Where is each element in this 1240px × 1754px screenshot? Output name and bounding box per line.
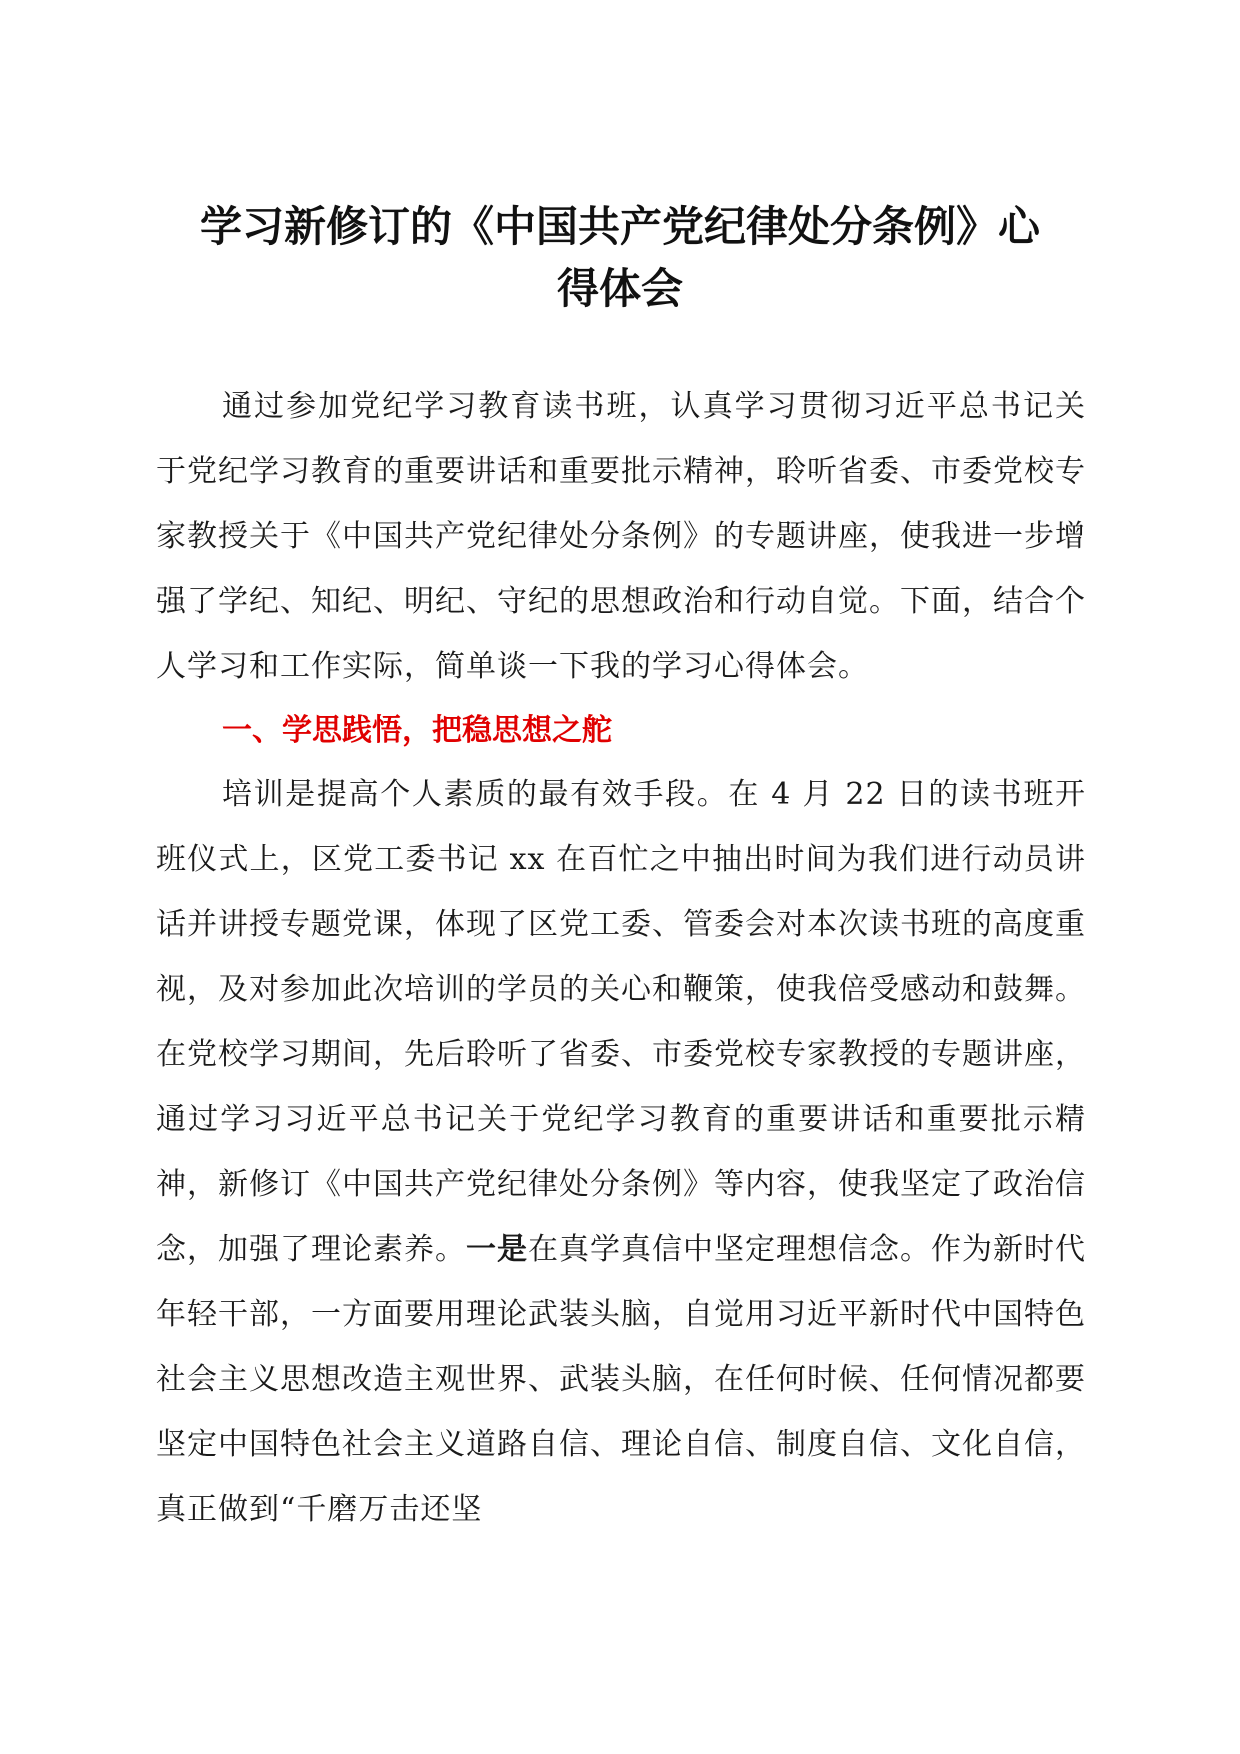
document-title (150, 196, 1090, 320)
title-line-2: 得体会 (556, 264, 683, 313)
intro-paragraph: 通过参加党纪学习教育读书班，认真学习贯彻习近平总书记关于党纪学习教育的重要讲话和重要批示精神，聆听省委、市委党校专家教授关于《中国共产党纪律处分条例》的专题讲座，使我进一步增强了学纪、知纪、明纪、守纪的思想政治和行动自觉。下面，结合个人学习和工作实际，简单谈一下我的学习心得体会。 (156, 389, 1086, 684)
title-line-1: 学习新修订的《中国共产党纪律处分条例》心 (199, 202, 1040, 251)
bold-lead-text: 一是 (466, 1232, 528, 1267)
paragraph-text-continued: 在真学真信中坚定理想信念。作为新时代年轻干部，一方面要用理论武装头脑，自觉用习近平新时代中国特色社会主义思想改造主观世界、武装头脑，在任何时候、任何情况都要坚定中国特色社会主义道路自信、理论自信、制度自信、文化自信，真正做到“千磨万击还坚 (156, 1232, 1086, 1527)
paragraph-text: 培训是提高个人素质的最有效手段。在 4 月 22 日的读书班开班仪式上，区党工委书记 xx 在百忙之中抽出时间为我们进行动员讲话并讲授专题党课，体现了区党工委、管委会对本次读书班的高度重视，及对参加此次培训的学员的关心和鞭策，使我倍受感动和鼓舞。在党校学习期间，先后聆听了省委、市委党校专家教授的专题讲座，通过学习习近平总书记关于党纪学习教育的重要讲话和重要批示精神，新修订《中国共产党纪律处分条例》等内容，使我坚定了政治信念，加强了理论素养。 (156, 777, 1086, 1267)
section-heading-1: 一、学思践悟，把稳思想之舵 (222, 713, 612, 748)
section-1-paragraph (156, 762, 1086, 1542)
